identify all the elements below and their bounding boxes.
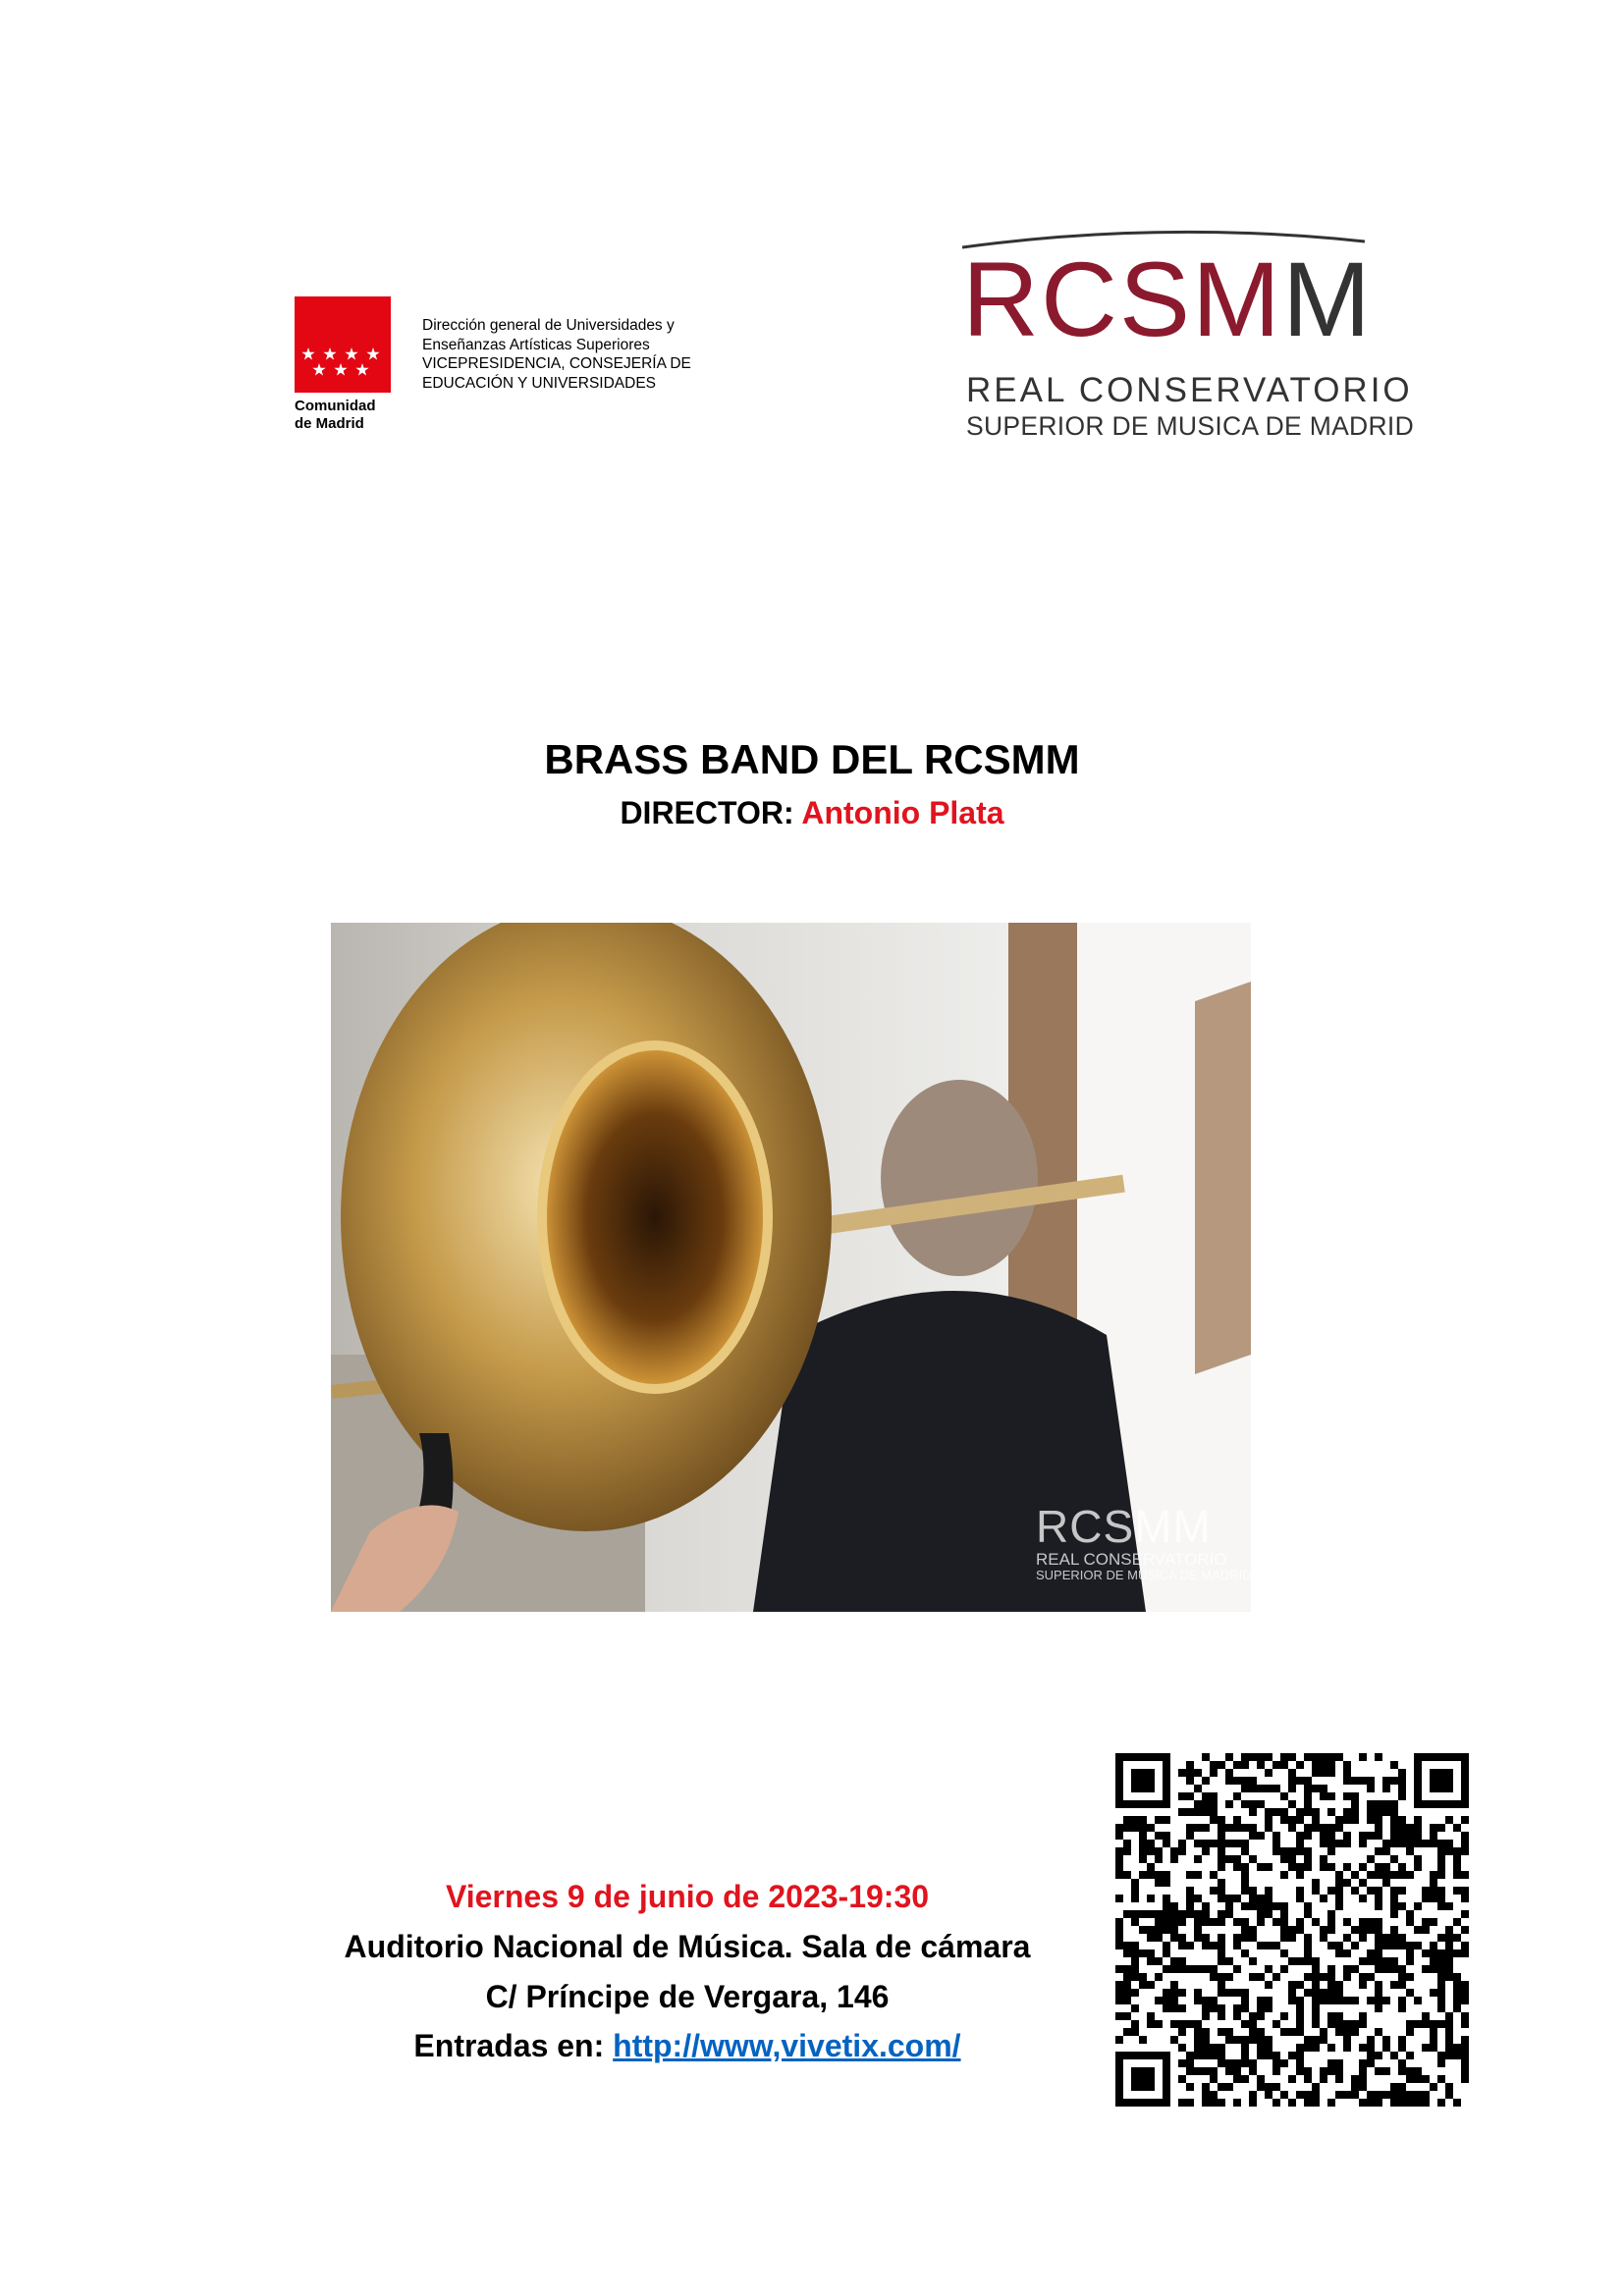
cm-name-line-1: Comunidad (295, 398, 376, 414)
photo-watermark (1036, 1502, 1252, 1582)
comunidad-madrid-flag-icon (295, 296, 391, 393)
watermark-title: RCSMM (1036, 1501, 1212, 1552)
rcsmm-logo-last: M (1282, 240, 1373, 358)
watermark-line-1: REAL CONSERVATORIO (1036, 1550, 1227, 1569)
director-label: DIRECTOR: (620, 795, 794, 830)
rcsmm-logo-title (962, 240, 1373, 358)
event-address: C/ Príncipe de Vergara, 146 (485, 1979, 890, 2014)
stars-icon (295, 296, 391, 393)
tickets-link[interactable]: http://www,vivetix.com/ (613, 2028, 961, 2063)
watermark-line-2: SUPERIOR DE MUSICA DE MADRID (1036, 1568, 1252, 1582)
institution-line-2: Enseñanzas Artísticas Superiores (422, 336, 650, 353)
event-venue: Auditorio Nacional de Música. Sala de cámara (344, 1929, 1031, 1964)
event-date: Viernes 9 de junio de 2023-19:30 (445, 1879, 930, 1914)
qr-code-icon (1115, 1753, 1469, 2107)
event-tickets (245, 2026, 1129, 2065)
institution-line-4: EDUCACIÓN Y UNIVERSIDADES (422, 374, 657, 392)
tickets-label: Entradas en: (413, 2028, 614, 2063)
institution-line-3: VICEPRESIDENCIA, CONSEJERÍA DE (422, 355, 691, 372)
rcsmm-logo-line-1: REAL CONSERVATORIO (966, 371, 1413, 409)
institution-text (422, 316, 691, 393)
rcsmm-logo-main: RCSM (962, 240, 1282, 358)
cm-name-line-2: de Madrid (295, 415, 364, 432)
institution-line-1: Dirección general de Universidades y (422, 317, 675, 334)
comunidad-madrid-name (295, 398, 403, 433)
director-name: Antonio Plata (793, 795, 1004, 830)
rcsmm-logo-line-2: SUPERIOR DE MUSICA DE MADRID (966, 411, 1415, 441)
concert-title: BRASS BAND DEL RCSMM (544, 736, 1080, 782)
director-line (0, 793, 1624, 832)
